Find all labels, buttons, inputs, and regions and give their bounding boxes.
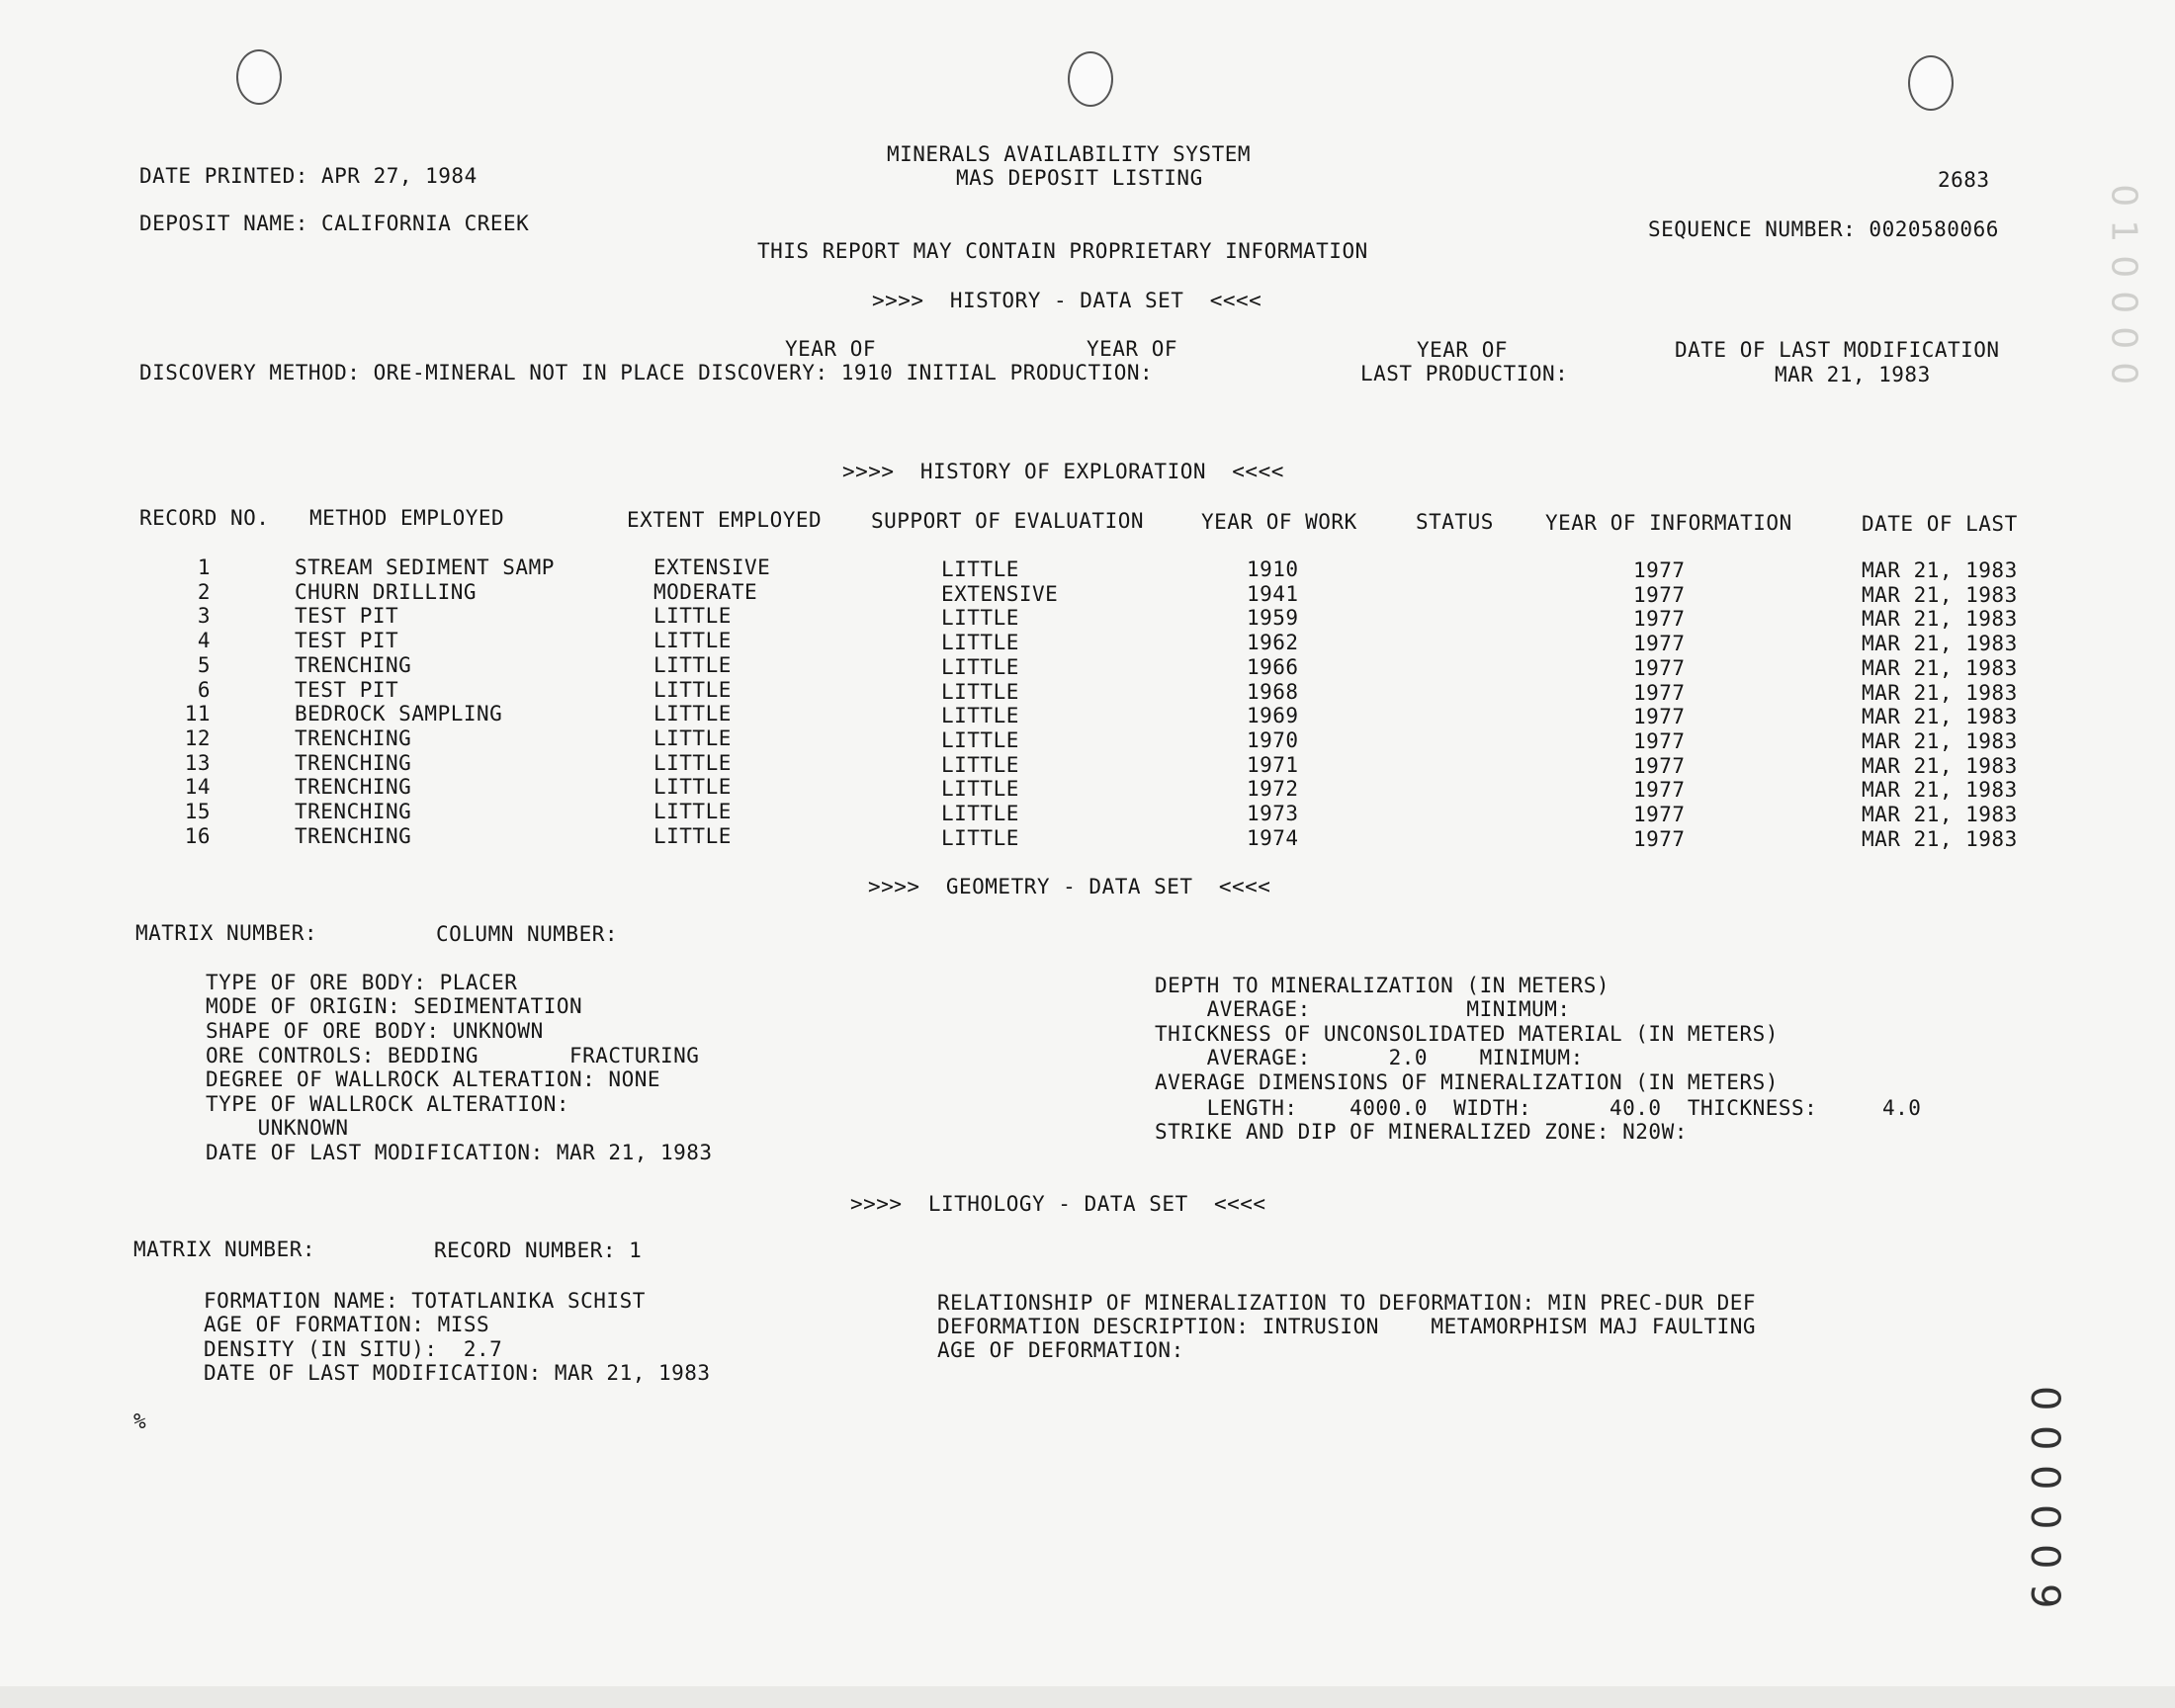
date-printed: DATE PRINTED: APR 27, 1984 [139,164,478,188]
cell-year-of-information: 1977 [1633,753,1686,778]
bleed-through-stamp [2094,178,2153,385]
ghost-digit: 1 [2104,219,2144,243]
col-header-date-of-last: DATE OF LAST [1862,512,2018,536]
cell-extent: EXTENSIVE [653,555,771,579]
cell-support: LITTLE [941,752,1019,777]
history-year-of-last-label: YEAR OF [1417,338,1509,362]
geometry-section-title: >>>> GEOMETRY - DATA SET <<<< [868,875,1271,898]
history-date-last-mod-label: DATE OF LAST MODIFICATION [1675,338,2000,362]
cell-date-of-last: MAR 21, 1983 [1862,803,2018,826]
lithology-right-2: AGE OF DEFORMATION: [937,1338,1184,1362]
punch-hole-center [1068,51,1113,107]
lithology-left-2: DENSITY (IN SITU): 2.7 [204,1337,503,1361]
cell-method: TRENCHING [295,750,412,775]
cell-year-of-work: 1959 [1247,606,1299,631]
cell-record-no: 2 [197,579,211,604]
geometry-left-2: SHAPE OF ORE BODY: UNKNOWN [206,1019,544,1043]
cell-support: LITTLE [941,825,1019,850]
geometry-left-1: MODE OF ORIGIN: SEDIMENTATION [206,994,583,1018]
cell-date-of-last: MAR 21, 1983 [1862,655,2018,680]
ghost-digit: 0 [2104,255,2144,279]
stamp-digit: 0 [2021,1386,2067,1411]
cell-year-of-work: 1966 [1247,654,1299,679]
cell-support: LITTLE [941,631,1019,655]
cell-date-of-last: MAR 21, 1983 [1862,778,2018,803]
geometry-right-4: AVERAGE DIMENSIONS OF MINERALIZATION (IN METERS) [1155,1070,1779,1094]
cell-record-no: 6 [197,677,211,702]
col-header-status: STATUS [1416,510,1494,534]
cell-year-of-work: 1969 [1247,704,1299,728]
stamp-digit: 9 [2021,1583,2067,1609]
cell-method: TRENCHING [295,823,412,848]
ghost-digit: 0 [2104,291,2144,314]
page-number: 2683 [1938,168,1990,192]
cell-year-of-information: 1977 [1633,632,1686,656]
cell-year-of-information: 1977 [1633,803,1686,826]
cell-record-no: 14 [184,775,211,800]
cell-record-no: 15 [184,800,211,823]
cell-year-of-work: 1962 [1247,631,1299,655]
cell-year-of-information: 1977 [1633,826,1686,851]
cell-date-of-last: MAR 21, 1983 [1862,607,2018,632]
cell-year-of-information: 1977 [1633,607,1686,632]
stamp-digit: 0 [2021,1504,2067,1530]
cell-method: TRENCHING [295,652,412,677]
cell-year-of-work: 1910 [1247,557,1299,581]
ghost-digit: 0 [2104,326,2144,350]
geometry-left-4: DEGREE OF WALLROCK ALTERATION: NONE [206,1068,661,1091]
cell-date-of-last: MAR 21, 1983 [1862,826,2018,851]
col-header-method: METHOD EMPLOYED [309,506,505,530]
cell-year-of-work: 1970 [1247,727,1299,752]
punch-hole-left [236,49,282,105]
col-header-record-no: RECORD NO. [139,506,270,530]
cell-extent: LITTLE [653,629,732,653]
ghost-digit: 0 [2104,362,2144,385]
stamp-digit: 0 [2021,1544,2067,1570]
geometry-column-number: COLUMN NUMBER: [436,922,619,946]
stamp-digit: 0 [2021,1465,2067,1491]
cell-extent: LITTLE [653,604,732,629]
listing-title: MAS DEPOSIT LISTING [956,166,1203,190]
cell-method: STREAM SEDIMENT SAMP [295,555,555,579]
cell-year-of-information: 1977 [1633,558,1686,582]
geometry-right-1: AVERAGE: MINIMUM: [1155,997,1571,1021]
geometry-matrix-number: MATRIX NUMBER: [135,921,318,945]
cell-record-no: 5 [197,652,211,677]
history-discovery-line: DISCOVERY METHOD: ORE-MINERAL NOT IN PLACE DISCOVERY: 1910 INITIAL PRODUCTION: [139,361,1154,384]
cell-year-of-work: 1968 [1247,679,1299,704]
cell-support: LITTLE [941,802,1019,825]
geometry-left-6: UNKNOWN [206,1116,349,1140]
history-section-title: >>>> HISTORY - DATA SET <<<< [872,289,1262,312]
cell-support: LITTLE [941,777,1019,802]
geometry-left-7: DATE OF LAST MODIFICATION: MAR 21, 1983 [206,1141,713,1164]
sequence-number: SEQUENCE NUMBER: 0020580066 [1648,217,1999,241]
exploration-section-title: >>>> HISTORY OF EXPLORATION <<<< [842,460,1284,483]
cell-extent: LITTLE [653,800,732,823]
geometry-right-6: STRIKE AND DIP OF MINERALIZED ZONE: N20W: [1155,1120,1688,1144]
cell-record-no: 3 [197,604,211,629]
cell-date-of-last: MAR 21, 1983 [1862,753,2018,778]
lithology-left-0: FORMATION NAME: TOTATLANIKA SCHIST [204,1289,646,1313]
proprietary-notice: THIS REPORT MAY CONTAIN PROPRIETARY INFORMATION [757,239,1368,263]
lithology-left-1: AGE OF FORMATION: MISS [204,1313,490,1336]
geometry-left-0: TYPE OF ORE BODY: PLACER [206,971,518,994]
cell-record-no: 16 [184,823,211,848]
cell-year-of-work: 1973 [1247,802,1299,825]
geometry-right-2: THICKNESS OF UNCONSOLIDATED MATERIAL (IN METERS) [1155,1022,1779,1046]
cell-support: LITTLE [941,606,1019,631]
col-header-year-of-work: YEAR OF WORK [1201,510,1357,534]
geometry-left-3: ORE CONTROLS: BEDDING FRACTURING [206,1044,700,1068]
cell-extent: LITTLE [653,775,732,800]
cell-method: TRENCHING [295,726,412,750]
cell-support: LITTLE [941,654,1019,679]
cell-extent: LITTLE [653,823,732,848]
cell-extent: LITTLE [653,726,732,750]
cell-support: LITTLE [941,679,1019,704]
cell-method: TEST PIT [295,677,399,702]
cell-method: CHURN DRILLING [295,579,478,604]
cell-year-of-information: 1977 [1633,778,1686,803]
cell-year-of-information: 1977 [1633,582,1686,607]
geometry-left-5: TYPE OF WALLROCK ALTERATION: [206,1092,570,1116]
lithology-right-0: RELATIONSHIP OF MINERALIZATION TO DEFORMATION: MIN PREC-DUR DEF [937,1291,1757,1315]
cell-year-of-information: 1977 [1633,705,1686,729]
cell-extent: LITTLE [653,677,732,702]
page-bottom-edge [0,1686,2175,1708]
col-header-extent: EXTENT EMPLOYED [627,508,823,532]
cell-extent: LITTLE [653,652,732,677]
cell-year-of-information: 1977 [1633,655,1686,680]
col-header-year-of-information: YEAR OF INFORMATION [1545,511,1792,535]
cell-record-no: 12 [184,726,211,750]
history-year-of-initial-label: YEAR OF [1087,337,1178,361]
cell-record-no: 1 [197,555,211,579]
history-last-production-label: LAST PRODUCTION: [1360,362,1569,385]
cell-support: EXTENSIVE [941,581,1059,606]
cell-extent: MODERATE [653,579,758,604]
punch-hole-right [1908,55,1954,111]
cell-extent: LITTLE [653,702,732,726]
cell-year-of-work: 1972 [1247,777,1299,802]
cell-date-of-last: MAR 21, 1983 [1862,705,2018,729]
cell-date-of-last: MAR 21, 1983 [1862,632,2018,656]
geometry-right-5: LENGTH: 4000.0 WIDTH: 40.0 THICKNESS: 4.0 [1155,1096,1922,1120]
lithology-section-title: >>>> LITHOLOGY - DATA SET <<<< [850,1192,1266,1216]
cell-support: LITTLE [941,727,1019,752]
cell-method: TEST PIT [295,604,399,629]
page-stamp-number [2015,1379,2074,1609]
geometry-right-0: DEPTH TO MINERALIZATION (IN METERS) [1155,974,1610,997]
cell-record-no: 11 [184,702,211,726]
cell-record-no: 4 [197,629,211,653]
history-year-of-discovery-label: YEAR OF [785,337,877,361]
cell-support: LITTLE [941,557,1019,581]
cell-record-no: 13 [184,750,211,775]
history-date-last-mod-value: MAR 21, 1983 [1775,363,1931,386]
lithology-right-1: DEFORMATION DESCRIPTION: INTRUSION METAMORPHISM MAJ FAULTING [937,1315,1757,1338]
cell-date-of-last: MAR 21, 1983 [1862,582,2018,607]
lithology-left-3: DATE OF LAST MODIFICATION: MAR 21, 1983 [204,1361,711,1385]
geometry-right-3: AVERAGE: 2.0 MINIMUM: [1155,1046,1584,1069]
cell-method: TRENCHING [295,800,412,823]
cell-year-of-information: 1977 [1633,680,1686,705]
cell-year-of-work: 1971 [1247,752,1299,777]
cell-support: LITTLE [941,704,1019,728]
cell-date-of-last: MAR 21, 1983 [1862,558,2018,582]
deposit-name: DEPOSIT NAME: CALIFORNIA CREEK [139,212,530,235]
percent-mark: % [133,1409,147,1433]
cell-date-of-last: MAR 21, 1983 [1862,680,2018,705]
ghost-digit: 0 [2104,184,2144,208]
cell-year-of-information: 1977 [1633,728,1686,753]
lithology-matrix-number: MATRIX NUMBER: [133,1238,316,1261]
cell-year-of-work: 1974 [1247,825,1299,850]
col-header-support: SUPPORT OF EVALUATION [871,509,1145,533]
cell-date-of-last: MAR 21, 1983 [1862,728,2018,753]
cell-year-of-work: 1941 [1247,581,1299,606]
stamp-digit: 0 [2021,1425,2067,1451]
system-title: MINERALS AVAILABILITY SYSTEM [887,142,1252,166]
cell-method: TRENCHING [295,775,412,800]
cell-method: BEDROCK SAMPLING [295,702,503,726]
cell-method: TEST PIT [295,629,399,653]
lithology-record-number: RECORD NUMBER: 1 [434,1238,643,1262]
cell-extent: LITTLE [653,750,732,775]
